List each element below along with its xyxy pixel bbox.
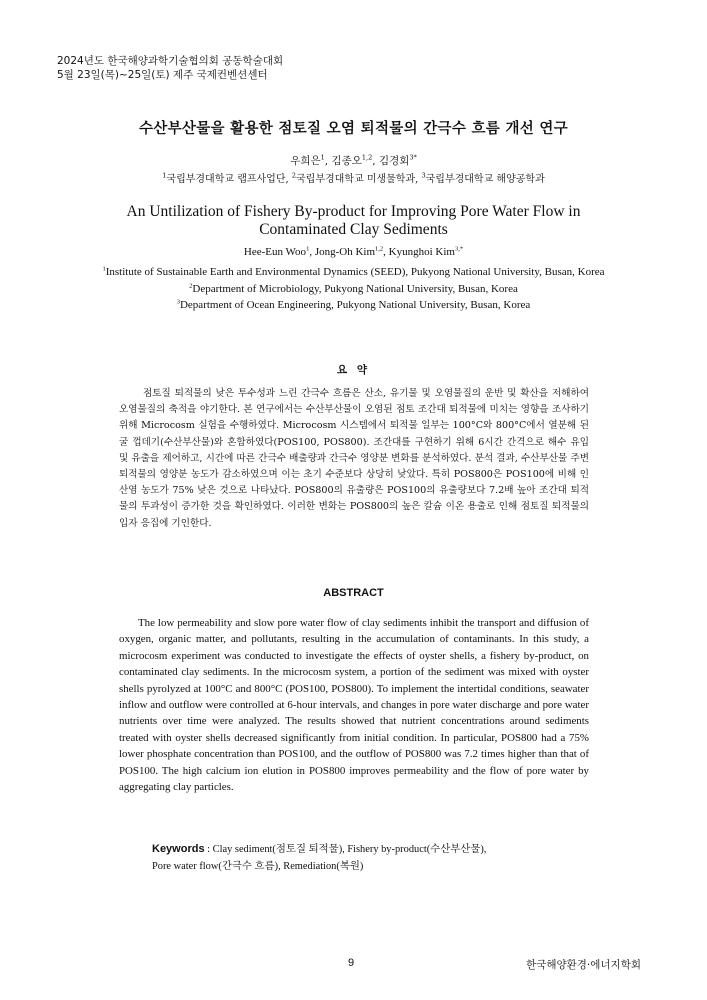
keywords: Keywords : Clay sediment(점토질 퇴적물), Fishery by-product(수산부산물), Pore water flow(간극수 흐름), Remediation(복원) (152, 841, 572, 875)
korean-title: 수산부산물을 활용한 점토질 오염 퇴적물의 간극수 흐름 개선 연구 (138, 121, 569, 137)
affiliation: 국립부경대학교 해양공학과 (425, 174, 545, 185)
english-title-line: An Untilization of Fishery By-product for Improving Pore Water Flow in (126, 203, 581, 220)
english-title (0, 203, 707, 239)
author-name: Hee-Eun Woo (243, 246, 307, 258)
english-authors: Hee-Eun Woo$^1$, Jong-Oh Kim$^{1,2}$, Kyunghoi Kim$^{3,*}$ (243, 245, 464, 258)
korean-affiliations: $^1$국립부경대학교 랩프사업단, $^2$국립부경대학교 미생물학과, $^3$국립부경대학교 해양공학과 (162, 171, 545, 185)
conference-header (57, 54, 283, 82)
conference-name: 2024년도 한국해양과학기술협의회 공동학술대회 (57, 55, 284, 67)
affiliation: 국립부경대학교 미생물학과 (296, 174, 416, 185)
korean-authors: 우희은$^1$, 김종오$^{1,2}$, 김경회$^{3*}$ (290, 153, 417, 167)
author-name: Kyunghoi Kim (388, 246, 455, 258)
affiliation: $^3$Department of Ocean Engineering, Pukyong National University, Busan, Korea (176, 298, 531, 311)
affiliation: 국립부경대학교 랩프사업단 (166, 174, 286, 185)
society-name: 한국해양환경·에너지학회 (526, 959, 641, 971)
keywords-label: Keywords (152, 843, 205, 855)
english-abstract-heading: ABSTRACT (323, 587, 384, 599)
english-title-line: Contaminated Clay Sediments (259, 221, 448, 238)
korean-abstract: 점토질 퇴적물의 낮은 투수성과 느린 간극수 흐름은 산소, 유기물 및 오염물질의 운반 및 확산을 저해하여 오염물질의 축적을 야기한다. 본 연구에서는 수산부산물이 오염된 점토 조간대 퇴적물에 미치는 영향을 조사하기 위해 Microcosm 실험을 수행하였다. Microcosm 시스템에서 퇴적물 일부는 100°C와 800°C에서 열분해 된 굴 껍데기(수산부산물)와 혼합하였다(POS100, POS800). 조간대를 구현하기 위해 6시간 간격으로 해수 유입 및 유출을 제어하고, 시간에 따른 간극수 배출량과 간극수 영양분 변화를 분석하였다. 분석 결과, 수산부산물 주변 퇴적물의 영양분 농도가 감소하였으며 이는 초기 수준보다 상당히 낮았다. 특히 POS800은 POS100에 비해 인산염 농도가 75% 낮은 것으로 나타났다. POS800의 유출량은 POS100의 유출량보다 7.2배 높아 조간대 퇴적물의 투과성이 증가한 것을 확인하였다. 이러한 변화는 POS800의 높은 칼슘 이온 용출로 인해 점토질 퇴적물의 입자 응집에 기인한다. (119, 388, 589, 529)
keywords-line: Pore water flow(간극수 흐름), Remediation(복원) (152, 861, 364, 872)
english-affiliations (90, 264, 617, 314)
affiliation: $^1$Institute of Sustainable Earth and Environmental Dynamics (SEED), Pukyong National University, Busan, Korea (102, 265, 605, 278)
korean-abstract-heading: 요 약 (337, 364, 370, 376)
english-abstract: The low permeability and slow pore water flow of clay sediments inhibit the transport and diffusion of oxygen, organic matter, and pollutants, resulting in the accumulation of contaminants. In this study, a microcosm experiment was conducted to investigate the effects of oyster shells, a fishery by-product, on contaminated clay sediments. In the microcosm system, a portion of the sediment was mixed with oyster shells pyrolyzed at 100°C and 800°C (POS100, POS800). To implement the intertidal conditions, seawater inflow and outflow were controlled at 6-hour intervals, and changes in pore water discharge and pore water nutrients over time were analyzed. The results showed that nutrient concentrations around sediments treated with oyster shells decreased significantly from initial condition. In particular, POS800 had a 75% lower phosphate concentration than POS100, and the outflow of POS800 was 7.2 times higher than that of POS100. The high calcium ion elution in POS800 improves permeability and the flow of pore water by aggregating clay particles. (119, 617, 589, 794)
author-name: 우희은 (290, 155, 321, 167)
affiliation: $^2$Department of Microbiology, Pukyong National University, Busan, Korea (189, 281, 518, 295)
author-name: 김종오 (331, 155, 362, 167)
author-name: 김경회 (378, 155, 410, 167)
conference-date-venue: 5월 23일(목)~25일(토) 제주 국제컨벤션센터 (57, 69, 268, 81)
keywords-line: Clay sediment(점토질 퇴적물), Fishery by-product(수산부산물), (212, 844, 487, 855)
author-name: Jong-Oh Kim (314, 246, 376, 258)
page-number: 9 (348, 957, 355, 969)
